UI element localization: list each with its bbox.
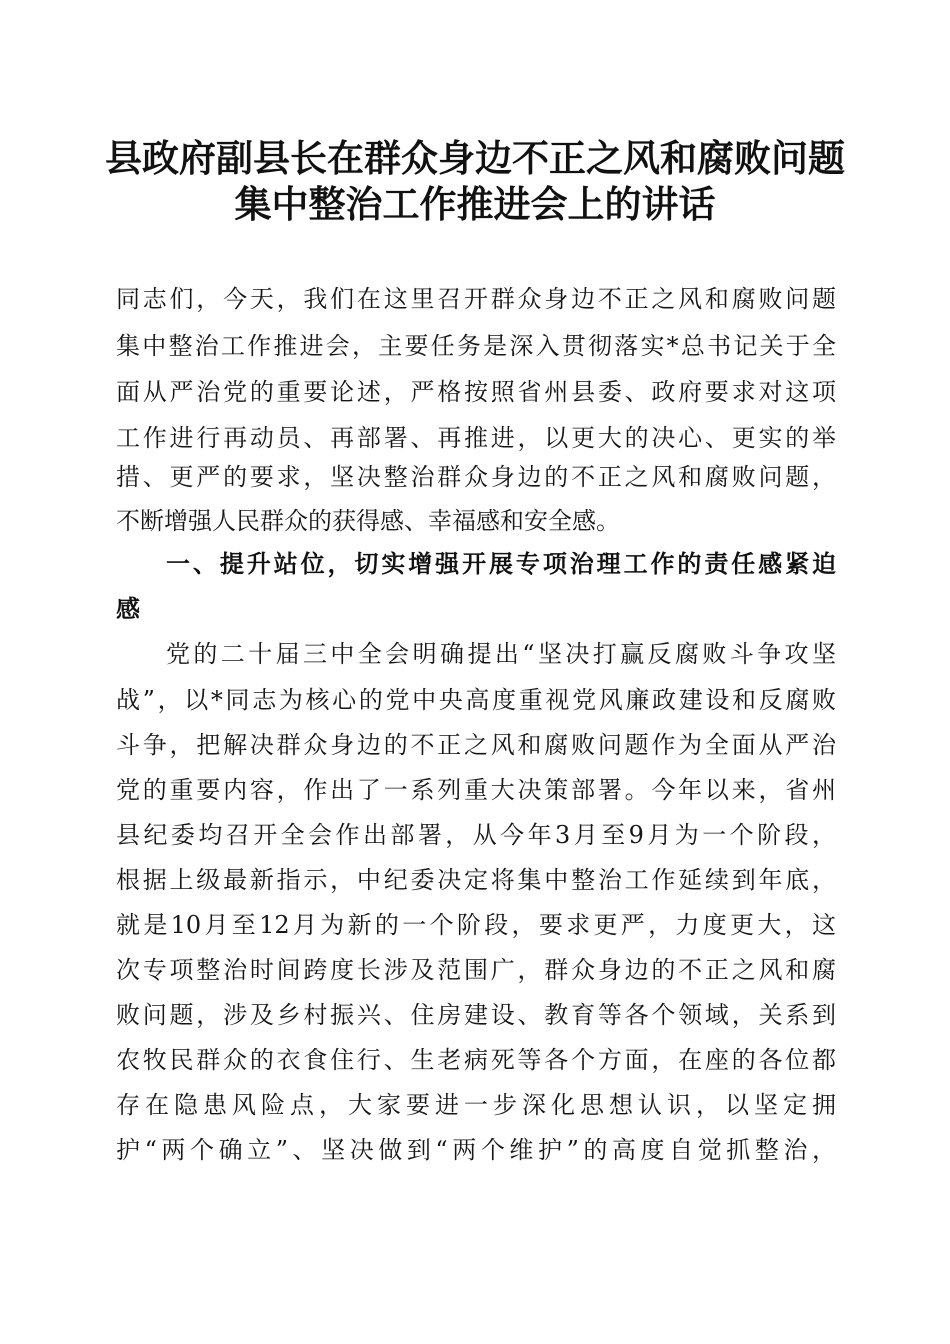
section-1-body-line-6: 根据上级最新指示，中纪委决定将集中整治工作延续到年底， — [116, 866, 836, 894]
section-1-body-line-11: 存在隐患风险点，大家要进一步深化思想认识，以坚定拥 — [116, 1091, 836, 1119]
section-1-body-line-9: 败问题，涉及乡村振兴、住房建设、教育等各个领域，关系到 — [116, 1001, 836, 1029]
section-1-body-line-7: 就是10月至12月为新的一个阶段，要求更严，力度更大，这 — [116, 911, 836, 939]
section-1-body-line-3: 斗争，把解决群众身边的不正之风和腐败问题作为全面从严治 — [116, 731, 836, 759]
section-1-body-line-10: 农牧民群众的衣食住行、生老病死等各个方面，在座的各位都 — [116, 1046, 836, 1074]
section-1-body-line-2: 战”，以*同志为核心的党中央高度重视党风廉政建设和反腐败 — [116, 686, 836, 714]
section-1-body-line-8: 次专项整治时间跨度长涉及范围广，群众身边的不正之风和腐 — [116, 956, 836, 984]
section-1-body-line-4: 党的重要内容，作出了一系列重大决策部署。今年以来，省州 — [116, 776, 836, 804]
section-1-body-line-5: 县纪委均召开全会作出部署，从今年3月至9月为一个阶段， — [116, 821, 836, 849]
intro-line-1: 同志们，今天，我们在这里召开群众身边不正之风和腐败问题 — [116, 285, 836, 313]
document-title-line-1: 县政府副县长在群众身边不正之风和腐败问题 — [105, 136, 845, 180]
intro-line-6: 不断增强人民群众的获得感、幸福感和安全感。 — [116, 507, 620, 535]
section-1-heading-line-1: 一、提升站位，切实增强开展专项治理工作的责任感紧迫 — [166, 550, 836, 578]
document-title-line-2: 集中整治工作推进会上的讲话 — [234, 182, 716, 226]
section-1-body-line-12: 护“两个确立”、坚决做到“两个维护”的高度自觉抓整治， — [116, 1136, 836, 1164]
section-1-heading-line-2: 感 — [116, 595, 140, 623]
intro-line-5: 措、更严的要求，坚决整治群众身边的不正之风和腐败问题， — [116, 463, 836, 491]
intro-line-4: 工作进行再动员、再部署、再推进，以更大的决心、更实的举 — [116, 424, 836, 452]
intro-line-2: 集中整治工作推进会，主要任务是深入贯彻落实*总书记关于全 — [116, 332, 836, 360]
section-1-body-line-1: 党的二十届三中全会明确提出“坚决打赢反腐败斗争攻坚 — [166, 640, 836, 668]
intro-line-3: 面从严治党的重要论述，严格按照省州县委、政府要求对这项 — [116, 378, 836, 406]
